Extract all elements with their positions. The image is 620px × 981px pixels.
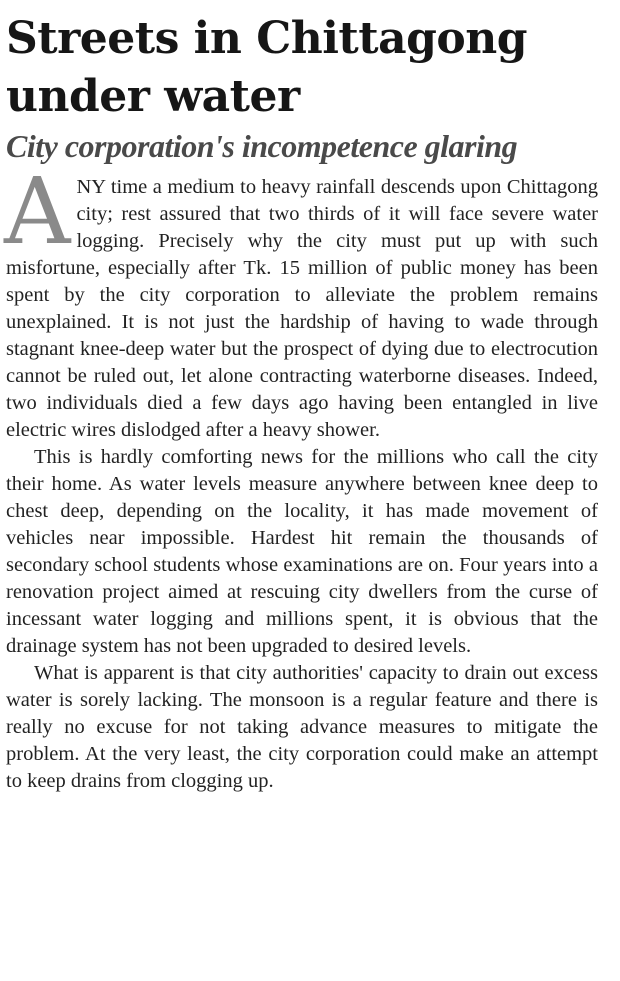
headline: Streets in Chittagong under water	[6, 13, 527, 122]
article	[6, 10, 598, 795]
article-body	[4, 158, 598, 795]
paragraph-1	[4, 158, 598, 444]
drop-cap: A	[4, 158, 71, 265]
subheadline: City corporation's incompetence glaring	[6, 128, 518, 164]
paragraph-1-text: NY time a medium to heavy rainfall descends upon Chittagong city; rest assured that two thirds of it will face severe water logging. Precisely why the city must put up with such misfortune, especially after Tk. 15 million of public money has been spent by the city corporation to alleviate the problem remains unexplained. It is not just the hardship of having to wade through stagnant knee-deep water but the prospect of dying due to electrocution cannot be ruled out, let alone contracting waterborne diseases. Indeed, two individuals died a few days ago having been entangled in live electric wires dislodged after a heavy shower.	[6, 176, 598, 441]
paragraph-3: What is apparent is that city authorities' capacity to drain out excess water is sorely lacking. The monsoon is a regular feature and there is really no excuse for not taking advance measures to mitigate the problem. At the very least, the city corporation could make an attempt to keep drains from clogging up.	[6, 662, 598, 792]
paragraph-2: This is hardly comforting news for the millions who call the city their home. As water levels measure anywhere between knee deep to chest deep, depending on the locality, it has made movement of vehicles near impossible. Hardest hit remain the thousands of secondary school students whose examinations are on. Four years into a renovation project aimed at rescuing city dwellers from the curse of incessant water logging and millions spent, it is obvious that the drainage system has not been upgraded to desired levels.	[6, 446, 598, 657]
